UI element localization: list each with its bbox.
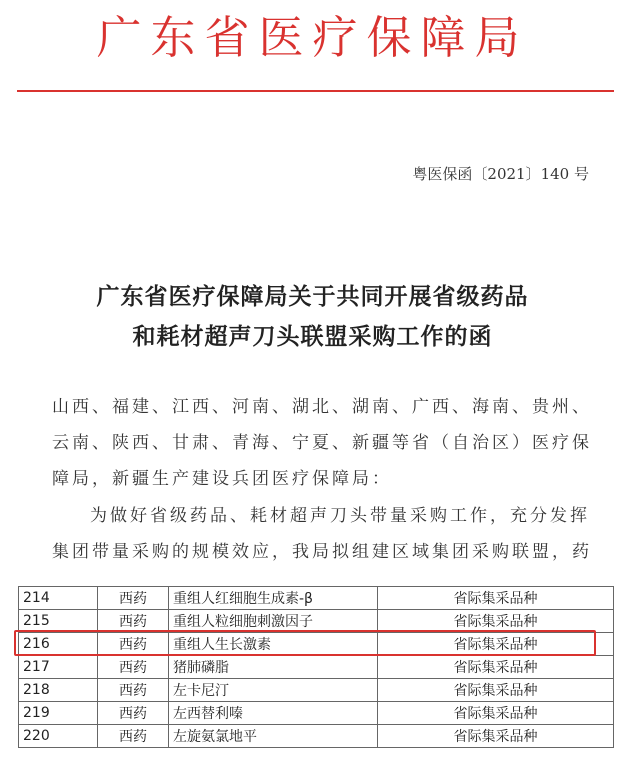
- drug-name: 左旋氨氯地平: [169, 725, 378, 748]
- procurement-category: 省际集采品种: [378, 702, 614, 725]
- procurement-category: 省际集采品种: [378, 679, 614, 702]
- drug-name: 重组人红细胞生成素-β: [169, 587, 378, 610]
- drug-name: 左卡尼汀: [169, 679, 378, 702]
- drug-type: 西药: [98, 610, 169, 633]
- table-row: [19, 656, 614, 679]
- table-row: [19, 610, 614, 633]
- drug-name: 猪肺磷脂: [169, 656, 378, 679]
- document-title-line-1: 广东省医疗保障局关于共同开展省级药品: [96, 283, 529, 310]
- drug-type: 西药: [98, 587, 169, 610]
- body-line-3: 障局，新疆生产建设兵团医疗保障局：: [52, 469, 392, 489]
- drug-list-table-overlay: [0, 580, 625, 760]
- table-row-highlighted: [19, 633, 614, 656]
- drug-type: 西药: [98, 656, 169, 679]
- row-number: 217: [19, 656, 98, 679]
- body-line-4: 为做好省级药品、耗材超声刀头带量采购工作，充分发挥: [90, 506, 590, 526]
- table-row: [19, 725, 614, 748]
- procurement-category: 省际集采品种: [378, 633, 614, 656]
- table-row: [19, 702, 614, 725]
- table-row: [19, 587, 614, 610]
- body-line-5: 集团带量采购的规模效应，我局拟组建区域集团采购联盟，药: [52, 542, 592, 562]
- row-number: 215: [19, 610, 98, 633]
- row-number: 219: [19, 702, 98, 725]
- drug-name: 重组人粒细胞刺激因子: [169, 610, 378, 633]
- document-number: 粤医保函〔2021〕140 号: [412, 165, 589, 183]
- row-number: 214: [19, 587, 98, 610]
- drug-type: 西药: [98, 679, 169, 702]
- row-number: 216: [19, 633, 98, 656]
- row-number: 218: [19, 679, 98, 702]
- procurement-category: 省际集采品种: [378, 587, 614, 610]
- body-line-1: 山西、福建、江西、河南、湖北、湖南、广西、海南、贵州、: [52, 397, 592, 417]
- body-line-2: 云南、陕西、甘肃、青海、宁夏、新疆等省（自治区）医疗保: [52, 433, 592, 453]
- letterhead-divider: [17, 90, 614, 92]
- drug-type: 西药: [98, 702, 169, 725]
- table-row: [19, 679, 614, 702]
- document-title-line-2: 和耗材超声刀头联盟采购工作的函: [132, 323, 493, 350]
- procurement-category: 省际集采品种: [378, 725, 614, 748]
- letterhead-title: 广东省医疗保障局: [96, 11, 529, 64]
- drug-name: 重组人生长激素: [169, 633, 378, 656]
- drug-name: 左西替利嗪: [169, 702, 378, 725]
- procurement-category: 省际集采品种: [378, 656, 614, 679]
- procurement-category: 省际集采品种: [378, 610, 614, 633]
- drug-type: 西药: [98, 725, 169, 748]
- drug-list-table: [18, 586, 614, 748]
- drug-type: 西药: [98, 633, 169, 656]
- row-number: 220: [19, 725, 98, 748]
